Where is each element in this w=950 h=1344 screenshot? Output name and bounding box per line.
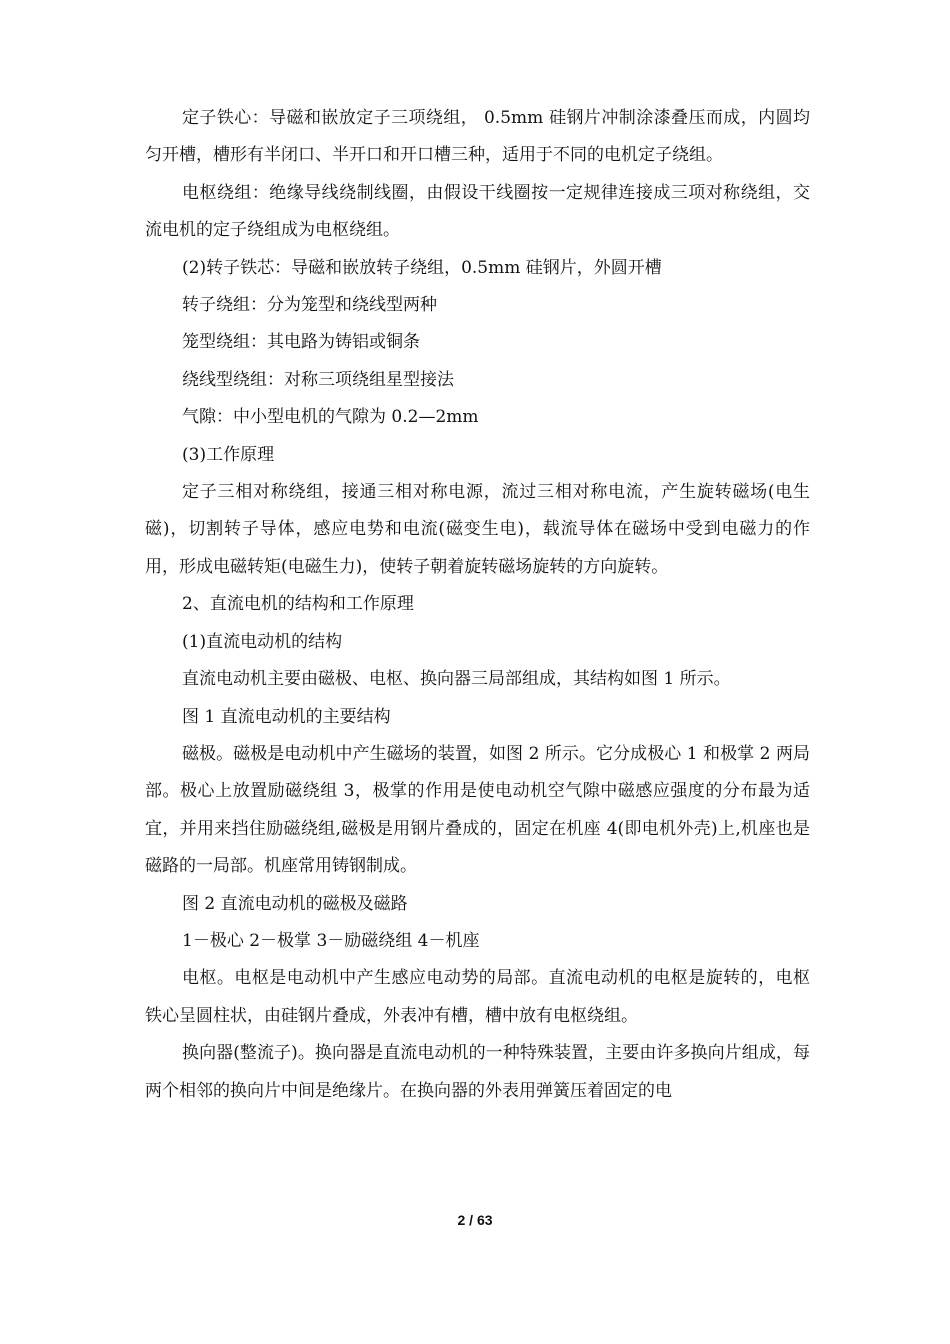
paragraph-armature: 电枢。电枢是电动机中产生感应电动势的局部。直流电动机的电枢是旋转的，电枢铁心呈圆柱状，由硅钢片叠成，外表冲有槽，槽中放有电枢绕组。 [145,968,810,1026]
paragraph-rotor-winding: 转子绕组：分为笼型和绕线型两种 [182,295,437,316]
paragraph-dc-structure-heading: (1)直流电动机的结构 [182,631,343,652]
paragraph-commutator: 换向器(整流子)。换向器是直流电动机的一种特殊装置，主要由许多换向片组成，每两个相邻的换向片中间是绝缘片。在换向器的外表用弹簧压着固定的电 [145,1043,810,1101]
paragraph-dc-motor-heading: 2、直流电机的结构和工作原理 [182,594,414,615]
page-number: 2 / 63 [457,1212,493,1228]
paragraph-dc-structure: 直流电动机主要由磁极、电枢、换向器三局部组成，其结构如图 1 所示。 [182,669,731,690]
paragraph-stator-core: 定子铁心：导磁和嵌放定子三项绕组， 0.5mm 硅钢片冲制涂漆叠压而成，内圆均匀开槽，槽形有半闭口、半开口和开口槽三种，适用于不同的电机定子绕组。 [145,108,810,166]
figure-2-legend: 1－极心 2－极掌 3－励磁绕组 4－机座 [182,930,480,951]
paragraph-armature-winding: 电枢绕组：绝缘导线绕制线圈，由假设干线圈按一定规律连接成三项对称绕组，交流电机的定子绕组成为电枢绕组。 [145,182,810,241]
figure-1-caption: 图 1 直流电动机的主要结构 [182,706,391,727]
figure-2-caption: 图 2 直流电动机的磁极及磁路 [182,893,408,914]
document-body [145,100,810,1110]
paragraph-magnetic-pole: 磁极。磁极是电动机中产生磁场的装置，如图 2 所示。它分成极心 1 和极掌 2 两局部。极心上放置励磁绕组 3，极掌的作用是使电动机空气隙中磁感应强度的分布最为适宜，并用来挡住励磁绕组,磁极是用钢片叠成的，固定在机座 4(即电机外壳)上,机座也是磁路的一局部。机座常用铸钢制成。 [145,743,810,877]
paragraph-working-principle-heading: (3)工作原理 [182,444,275,465]
paragraph-wound-winding: 绕线型绕组：对称三项绕组星型接法 [182,369,454,390]
paragraph-cage-winding: 笼型绕组：其电路为铸铝或铜条 [182,332,420,353]
paragraph-working-principle: 定子三相对称绕组，接通三相对称电源，流过三相对称电流，产生旋转磁场(电生磁)，切割转子导体，感应电势和电流(磁变生电)，载流导体在磁场中受到电磁力的作用，形成电磁转矩(电磁生力)，使转子朝着旋转磁场旋转的方向旋转。 [145,482,810,577]
paragraph-rotor-core: (2)转子铁芯：导磁和嵌放转子绕组，0.5mm 硅钢片，外圆开槽 [182,257,662,278]
paragraph-air-gap: 气隙：中小型电机的气隙为 0.2—2mm [182,407,479,428]
